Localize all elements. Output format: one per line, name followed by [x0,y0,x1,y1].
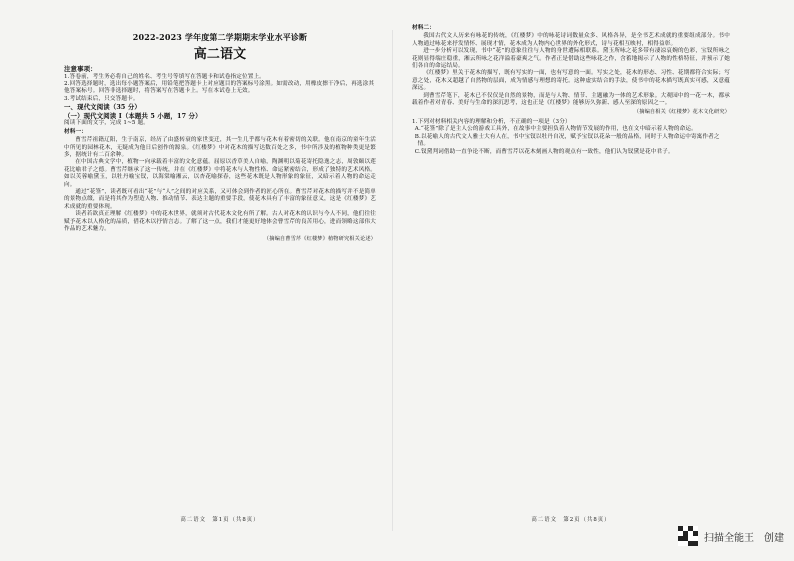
material-paragraph: 到曹雪芹笔下，花木已不仅仅是自然的景物，而是与人物、情节、主题融为一体的艺术形象。大观园中的一花一木，都承载着作者对青春、美好与生命的深沉思考，这也正是《红楼梦》能够历久弥新、感人至深的原因之一。 [412,92,730,107]
subsection-heading: （一）现代文阅读 I（本题共 5 小题，17 分） [64,111,202,120]
scanner-watermark [678,525,784,547]
material-label: 材料二： [412,25,435,31]
material-paragraph: 通过“花签”，读者既可看出“花”与“人”之间的对应关系，又可体会到作者的匠心所在。曹雪芹对花木的描写并不是简单的景物点缀，而是将其作为塑造人物、推动情节、表达主题的重要手段，使花木具有了丰富的象征意义，这是《红楼梦》艺术成就的重要体现。 [64,189,376,210]
notice-heading: 注意事项： [64,65,97,73]
answer-option: C.钗黛判词借助一直争论不断，而曹雪芹以花木刻画人物的观点有一致性，他们认为钗黛是花中君子。 [414,148,674,155]
page-footer: 高二语文 第2页（共8页） [531,516,611,523]
answer-option: A.“花签”除了是主人公的游戏工具外，在故事中主要担负着人物情节发展的作用，也在文中暗示着人物的命运。 [414,126,697,133]
page-divider [392,30,393,531]
scanner-label: 扫描全能王 创建 [704,532,784,544]
material-source: （摘编自相关《红楼梦》花木文化研究） [633,109,730,116]
material-paragraph: 在中国古典文学中，植物一向承载着丰富的文化意蕴。屈原以香草美人自喻，陶渊明以菊花寄托隐逸之志，周敦颐以莲花比喻君子之德。曹雪芹继承了这一传统，并在《红楼梦》中将花木与人物性格、命运紧密结合，形成了独特的艺术风格。如以芙蓉喻黛玉，以牡丹喻宝钗，以海棠喻湘云，以杏花喻探春，这些花木既是人物形象的象征，又暗示着人物的命运走向。 [64,159,376,188]
notice-item: 2.回答选择题时，选出每小题答案后，用铅笔把答题卡上对应题目的答案标号涂黑。如需改动，用橡皮擦干净后，再选涂其他答案标号。回答非选择题时，将答案写在答题卡上。写在本试卷上无效。 [64,81,375,95]
material-paragraph: 进一步分析可以发现，书中“花”的意象往往与人物的身世遭际相联系。黛玉所咏之花多带有凄凉哀婉的色彩，宝钗所咏之花则显得端庄稳重，湘云所咏之花洋溢着豪爽之气。作者正是借助这些咏花之作，含蓄地揭示了人物的性格特征，并预示了她们各自的命运结局。 [412,48,730,70]
material-paragraph: 曹雪芹祖籍辽阳，生于南京，经历了由盛转衰的家世变迁，其一生几乎都与花木有着密切的关联。他在南京的童年生活中所见的园林花木，无疑成为他日后创作的源泉。《红楼梦》中对花木的描写达数百处之多，书中所涉及的植物种类更是繁多，据统计有二百余种。 [64,137,376,159]
subject-title: 高二语文 [193,47,247,62]
section-heading: 一、现代文阅读（35 分） [64,103,141,112]
material-paragraph: 《红楼梦》里关于花木的描写，既有写实的一面，也有写意的一面。写实之处，花木的形态、习性、花期都符合实际；写意之处，花木又超越了自然物的层面，成为情感与理想的寄托。这种虚实结合的手法，使书中的花木描写既真实可感，又意蕴深远。 [412,70,730,92]
page-footer: 高二语文 第1页（共8页） [180,516,260,523]
material-label: 材料一： [64,128,87,135]
material-paragraph: 读者若欲真正理解《红楼梦》中的花木世界，就须对古代花木文化有所了解。古人对花木的认识与今人不同，他们往往赋予花木以人格化的品质，借花木以抒情言志。了解了这一点，我们才能更好地体会曹雪芹的良苦用心，进而领略这部伟大作品的艺术魅力。 [64,211,376,233]
material-source: （摘编自曹雪芹《红楼梦》植物研究相关论述） [263,235,376,242]
notice-item: 3.考试结束后，只交答题卡。 [64,95,139,102]
answer-option: B.以花喻人的古代文人雅士大有人在，书中宝钗以牡丹自况，赋予宝钗以花朵一般的品格，同时于人物命运中寄寓作者之情。 [414,133,720,148]
notice-item: 1.答卷前，考生务必将自己的姓名、考生号等填写在答题卡和试卷指定位置上。 [64,73,265,80]
exam-page-left [64,24,376,524]
reading-instruction: 阅读下面的文字，完成 1~5 题。 [64,120,150,127]
exam-page-right [412,24,730,524]
question-stem: 1.下列对材料相关内容的理解和分析，不正确的一项是（3分） [412,118,571,125]
qr-code-icon [678,526,698,546]
exam-title: 2022-2023 学年度第二学期期末学业水平诊断 [132,32,308,42]
material-paragraph: 我国古代文人历来有咏花的传统，《红楼梦》中的咏花诗词数量众多、风格各异，是全书艺术成就的重要组成部分。书中人物通过咏花来抒发情怀、展现才情，花木成为人物内心世界的外化形式，诗与花相互映衬，相得益彰。 [412,33,730,47]
